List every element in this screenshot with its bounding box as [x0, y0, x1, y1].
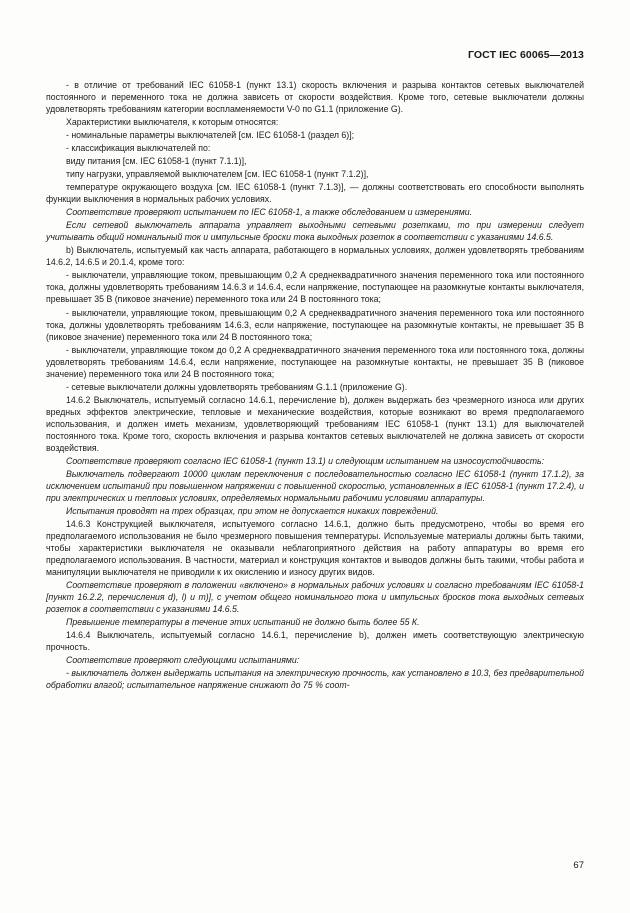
paragraph: виду питания [см. IEC 61058-1 (пункт 7.1.1)], [66, 156, 247, 167]
paragraph: - выключатели, управляющие током, превышающим 0,2 А среднеквадратичного значения переменного тока или постоянного тока, должны удовлетворять требованиям 14.6.3, если напряжение, поступающее на разомкнутые контакты, не превышает 35 В (пиковое значение) переменного тока или 24 В постоянного тока; [46, 307, 584, 342]
paragraph: Соответствие проверяют испытанием по IEC 61058-1, а также обследованием и измерениями. [66, 207, 473, 218]
paragraph: - выключатель должен выдержать испытания на электрическую прочность, как установлено в 10.3, без предварительной обработки влагой; испытательное напряжение снижают до 75 % соот- [46, 668, 584, 691]
paragraph: Соответствие проверяют следующими испытаниями: [66, 655, 300, 666]
paragraph: 14.6.4 Выключатель, испытуемый согласно 14.6.1, перечисление b), должен иметь соответствующую электрическую прочность. [46, 629, 584, 652]
paragraph: Соответствие проверяют согласно IEC 61058-1 (пункт 13.1) и следующим испытанием на износоустойчивость: [66, 455, 545, 466]
page-number: 67 [573, 860, 584, 871]
body-text [46, 79, 584, 692]
paragraph: Выключатель подвергают 10000 циклам переключения с последовательностью согласно IEC 61058-1 (пункт 17.1.2), за исключением испытаний при повышенном напряжении с повышенной скоростью, установленных в IEC 61058-1 (пункт 17.2.4), и при электрических и тепловых условиях, определяемых нормальными рабочими условиями аппаратуры. [46, 468, 584, 503]
paragraph: Если сетевой выключатель аппарата управляет выходными сетевыми розетками, то при измерении следует учитывать общий номинальный ток и импульсные броски тока выходных розеток в соответствии с указаниями 14.6.5. [46, 220, 584, 243]
paragraph: типу нагрузки, управляемой выключателем [см. IEC 61058-1 (пункт 7.1.2)], [66, 169, 369, 180]
paragraph: Соответствие проверяют в положении «включено» в нормальных рабочих условиях и согласно требованиям IEC 61058-1 [пункт 16.2.2, перечисления d), l) и m)], с учетом общего номинального тока и импульсных бросков тока выходных сетевых розеток в соответствии с указаниями 14.6.5. [46, 579, 584, 614]
paragraph: - выключатели, управляющие током до 0,2 А среднеквадратичного значения переменного тока или постоянного тока, должны удовлетворять требованиям 14.6.4, если напряжение, поступающее на разомкнутые контакты, не превышает 35 В (пиковое значение) переменного тока или 24 В постоянного тока; [46, 344, 584, 379]
paragraph: Превышение температуры в течение этих испытаний не должно быть более 55 К. [66, 616, 420, 627]
paragraph: b) Выключатель, испытуемый как часть аппарата, работающего в нормальных условиях, должен удовлетворять требованиям 14.6.2, 14.6.5 и 20.1.4, кроме того: [46, 245, 584, 268]
paragraph: Характеристики выключателя, к которым относятся: [66, 117, 279, 128]
paragraph: - выключатели, управляющие током, превышающим 0,2 А среднеквадратичного значения переменного тока или постоянного тока, должны удовлетворять требованиям 14.6.3 и 14.6.4, если напряжение, поступающее на разомкнутые контакты выключателя, превышает 35 В (пиковое значение) переменного тока или 24 В постоянного тока; [46, 270, 584, 305]
paragraph: - номинальные параметры выключателей [см. IEC 61058-1 (раздел 6)]; [66, 130, 355, 141]
paragraph: - классификация выключателей по: [66, 143, 211, 154]
paragraph: 14.6.3 Конструкцией выключателя, испытуемого согласно 14.6.1, должно быть предусмотрено, чтобы во время его предполагаемого использования не было чрезмерного повышения температуры. Используемые материалы должны быть такими, чтобы характеристики выключателя не оказывали неблагоприятного действия на работу аппаратуры во время его предполагаемого использования. В частности, материал и конструкция контактов и выводов должны быть такими, чтобы работа и манипуляции выключателя не приводили к их окислению и износу других видов. [46, 518, 584, 577]
paragraph: - в отличие от требований IEC 61058-1 (пункт 13.1) скорость включения и разрыва контактов сетевых выключателей постоянного и переменного тока не должна зависеть от скорости воздействия. Кроме того, сетевые выключатели должны удовлетворять требованиям категории воспламеняемости V-0 по G1.1 (приложение G). [46, 80, 584, 114]
paragraph: температуре окружающего воздуха [см. IEC 61058-1 (пункт 7.1.3)], — должны соответствовать его способности выполнять функции выключения в нормальных рабочих условиях. [46, 182, 584, 205]
paragraph: Испытания проводят на трех образцах, при этом не допускается никаких повреждений. [66, 505, 439, 516]
paragraph: - сетевые выключатели должны удовлетворять требованиям G.1.1 (приложение G). [66, 381, 408, 392]
running-header: ГОСТ IEC 60065—2013 [467, 49, 584, 61]
paragraph: 14.6.2 Выключатель, испытуемый согласно 14.6.1, перечисление b), должен выдержать без чрезмерного износа или других вредных эффектов электрические, тепловые и механические воздействия, которые возникают во время предполагаемого использования, и должен иметь механизм, удовлетворяющий требованиям IEC 61058-1 (пункт 13.1) для выключателей постоянного тока. Кроме того, скорость включения и разрыва контактов сетевых выключателей не должна зависеть от скорости воздействия. [46, 394, 584, 453]
